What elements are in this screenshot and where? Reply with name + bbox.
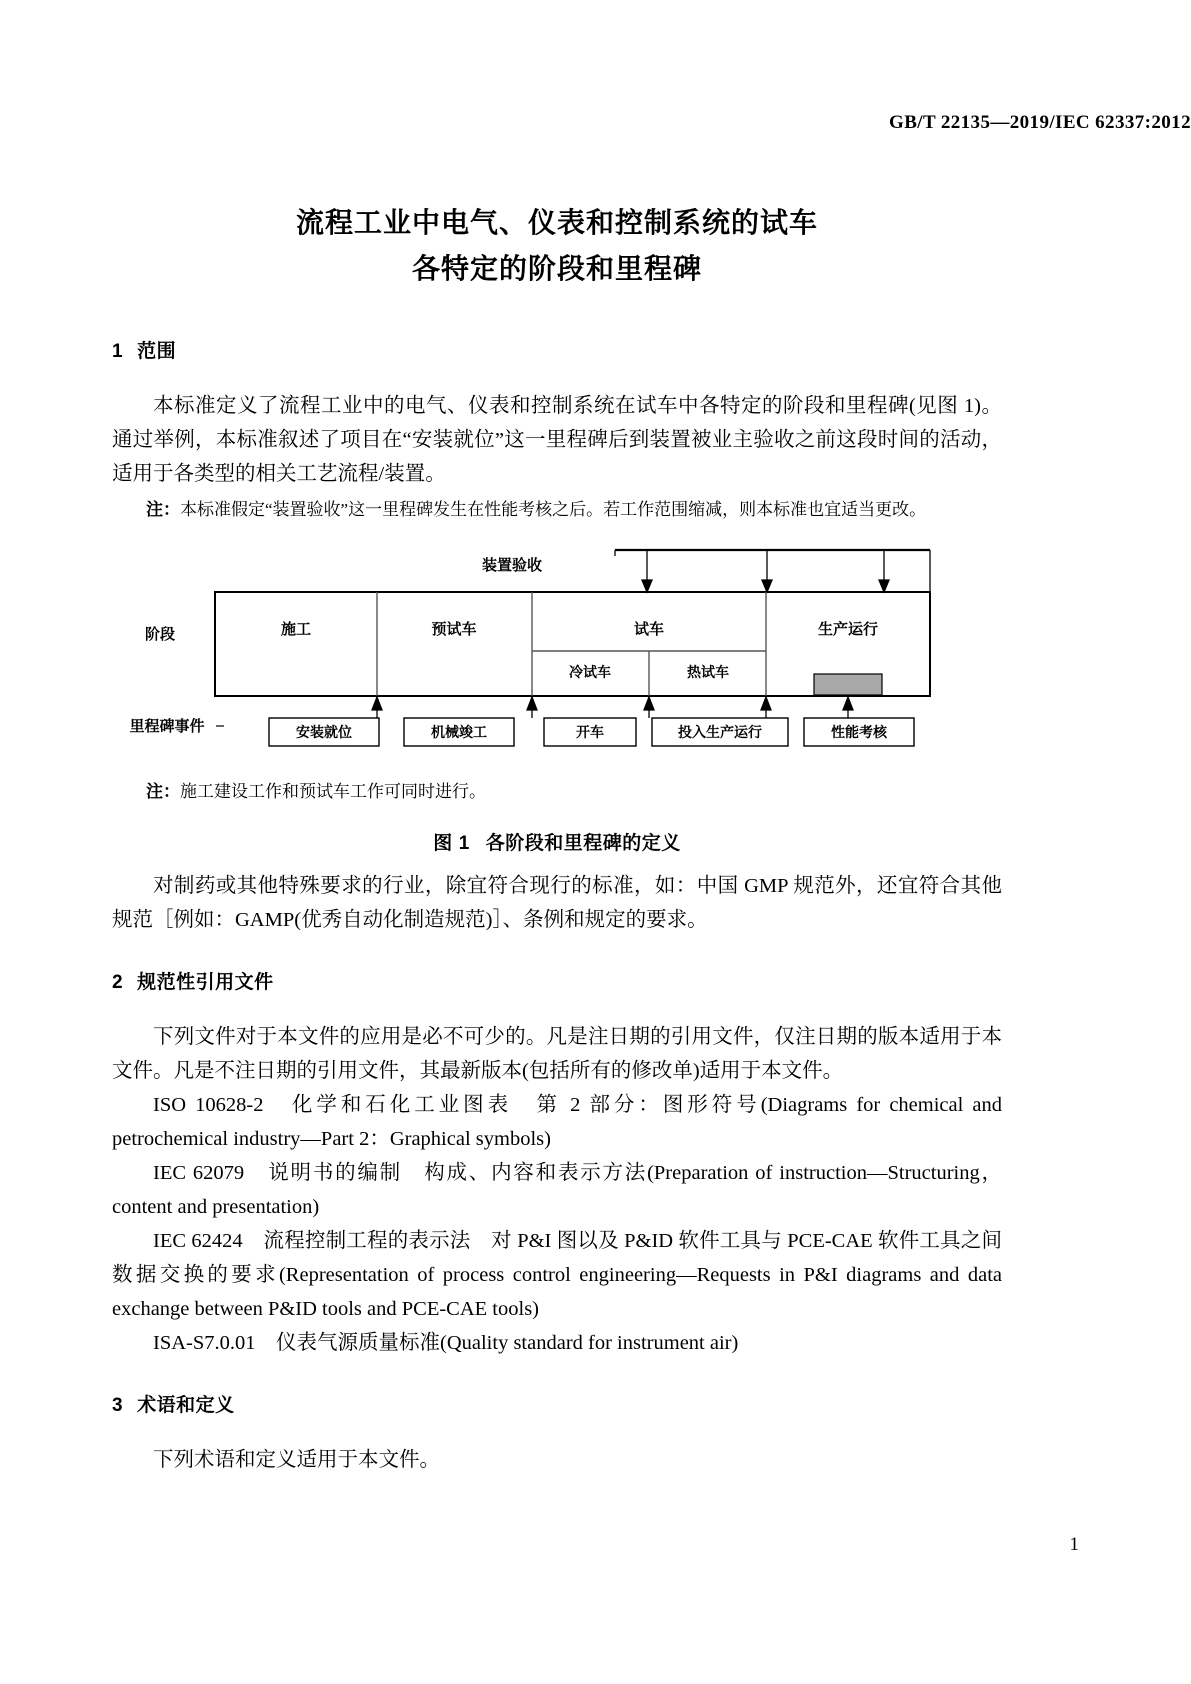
clause-2-title: 规范性引用文件 <box>137 972 274 993</box>
figure-1-note-label: 注： <box>146 782 180 801</box>
normative-reference-1: IEC 62079 说明书的编制 构成、内容和表示方法(Preparation of instruction—Structuring，content and presentation) <box>112 1162 1002 1218</box>
clause-1-note-text: 本标准假定“装置验收”这一里程碑发生在性能考核之后。若工作范围缩减，则本标准也宜适当更改。 <box>180 500 927 519</box>
figure-milestone-label-2: 开车 <box>576 724 604 740</box>
figure-1-caption-word: 图 <box>433 833 453 854</box>
page-title-line2: 各特定的阶段和里程碑 <box>411 253 702 284</box>
figure-1-note <box>112 778 1002 806</box>
figure-1-caption <box>112 828 1002 855</box>
clause-2-heading <box>112 967 1002 994</box>
figure-milestone-label-4: 性能考核 <box>831 724 887 740</box>
clause-3-heading <box>112 1390 1002 1417</box>
figure-phase-label-3: 生产运行 <box>817 621 879 638</box>
normative-reference-0: ISO 10628-2 化学和石化工业图表 第 2 部分：图形符号(Diagrams for chemical and petrochemical industry—Part 2：Graphical symbols) <box>112 1094 1002 1150</box>
figure-subphase-label-0: 冷试车 <box>569 664 611 680</box>
figure-acceptance-label: 装置验收 <box>481 557 543 574</box>
figure-subphase-label-1: 热试车 <box>687 664 729 680</box>
page-title <box>112 200 1002 292</box>
clause-1-paragraph-2: 对制药或其他特殊要求的行业，除宜符合现行的标准，如：中国 GMP 规范外，还宜符合其他规范［例如：GAMP(优秀自动化制造规范)］、条例和规定的要求。 <box>112 875 1002 931</box>
document-header-standard-code: GB/T 22135—2019/IEC 62337:2012 <box>889 112 1191 133</box>
clause-2-paragraph-1: 下列文件对于本文件的应用是必不可少的。凡是注日期的引用文件，仅注日期的版本适用于本文件。凡是不注日期的引用文件，其最新版本(包括所有的修改单)适用于本文件。 <box>112 1026 1002 1082</box>
clause-1-paragraph-1: 本标准定义了流程工业中的电气、仪表和控制系统在试车中各特定的阶段和里程碑(见图 1)。通过举例，本标准叙述了项目在“安装就位”这一里程碑后到装置被业主验收之前这段时间的活动，适用于各类型的相关工艺流程/装置。 <box>112 395 1002 485</box>
document-body <box>112 336 1002 1477</box>
figure-row-label-milestone: 里程碑事件 <box>129 718 205 735</box>
figure-phase-label-1: 预试车 <box>431 621 477 638</box>
figure-phase-label-2: 试车 <box>633 621 665 638</box>
clause-3-title: 术语和定义 <box>137 1395 235 1416</box>
normative-reference-3: ISA-S7.0.01 仪表气源质量标准(Quality standard for instrument air) <box>153 1332 739 1354</box>
clause-1-heading <box>112 336 1002 363</box>
figure-milestone-label-1: 机械竣工 <box>431 724 487 740</box>
figure-1-note-text: 施工建设工作和预试车工作可同时进行。 <box>180 782 486 801</box>
figure-phase-label-0: 施工 <box>280 621 312 638</box>
figure-milestone-label-3: 投入生产运行 <box>678 724 762 740</box>
clause-1-number: 1 <box>112 341 124 362</box>
figure-1-diagram <box>112 534 1002 766</box>
clause-1-title: 范围 <box>137 341 177 362</box>
clause-3-paragraph-1: 下列术语和定义适用于本文件。 <box>153 1449 440 1471</box>
page-title-line1: 流程工业中电气、仪表和控制系统的试车 <box>295 207 818 238</box>
clause-3-number: 3 <box>112 1395 124 1416</box>
figure-row-label-phase: 阶段 <box>144 626 176 643</box>
clause-1-note-label: 注： <box>146 500 180 519</box>
figure-1-caption-number: 1 <box>458 833 470 854</box>
clause-1-note <box>112 495 1002 524</box>
clause-2-number: 2 <box>112 972 124 993</box>
figure-1 <box>112 534 1002 770</box>
page-number: 1 <box>1069 1534 1079 1555</box>
figure-1-caption-text: 各阶段和里程碑的定义 <box>485 833 681 854</box>
figure-milestone-label-0: 安装就位 <box>296 724 352 740</box>
figure-performance-test-block <box>814 674 882 695</box>
normative-reference-2: IEC 62424 流程控制工程的表示法 对 P&I 图以及 P&ID 软件工具与 PCE-CAE 软件工具之间数据交换的要求(Representation of process control engineering—Requests in P&I diagrams and data exchange between P&ID tools and PCE-CAE tools) <box>112 1230 1002 1320</box>
